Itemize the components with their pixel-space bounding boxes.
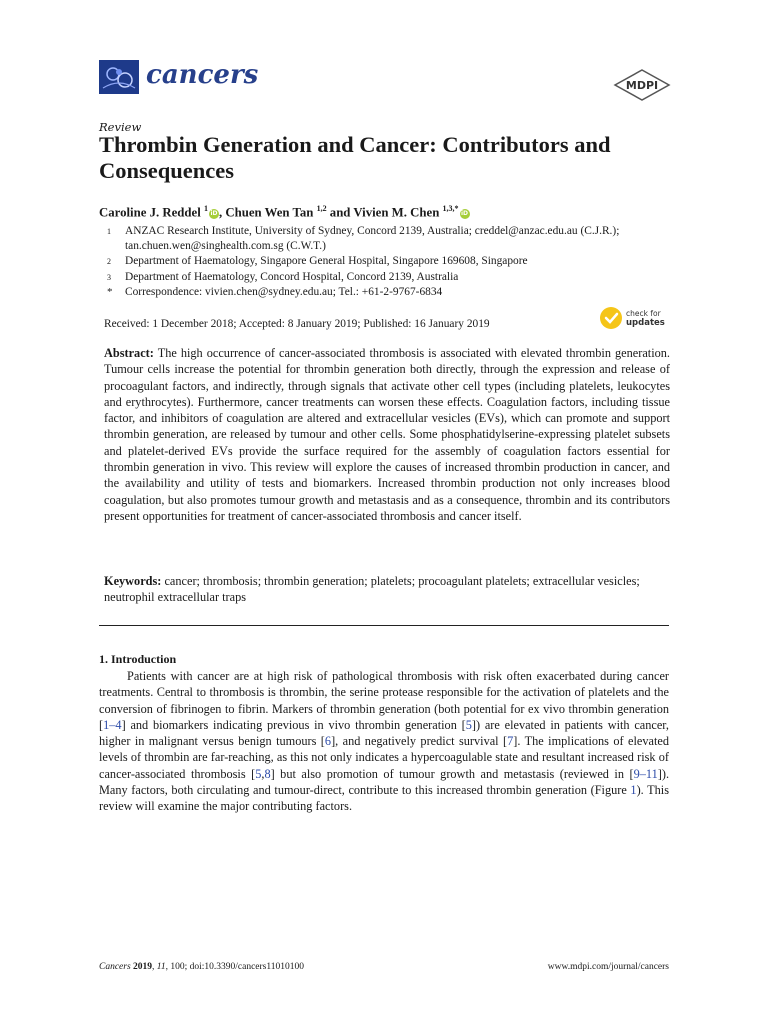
intro-segment: ). This review will examine the major contributing factors. xyxy=(99,783,669,814)
intro-segment: ]). Many factors, both circulating and tumour-direct, contribute to this increased thrombin generation (Figure xyxy=(99,766,670,798)
check-updates-icon xyxy=(600,307,622,329)
affiliation-row xyxy=(99,254,674,269)
citation-link[interactable]: 8 xyxy=(264,766,271,781)
figure-link[interactable]: 1 xyxy=(630,783,637,798)
mdpi-logo-text: MDPI xyxy=(625,79,659,92)
abstract-text: The high occurrence of cancer-associated thrombosis is associated with elevated thrombin generation. Tumour cells increase the potential for thrombin generation both directly, through the expression and release of procoagulant factors, and indirectly, through signals that activate other cell types (including platelets, leukocytes and erythrocytes). Furthermore, cancer treatments can worsen these effects. Coagulation factors, including tissue factor, and inhibitors of coagulation are altered and extracellular vesicles (EVs), which can promote and support thrombin generation, are released by tumour and other cells. Some phosphatidylserine-expressing platelet subsets and platelet-derived EVs provide the surface required for the assembly of coagulation factors essential for thrombin generation in vivo. This review will explore the causes of increased thrombin production in cancer, and the availability and utility of tests and biomarkers. Increased thrombin production not only increases blood coagulation, but also promotes tumour growth and metastasis and as a consequence, thrombin and its contributors present opportunities for treatment of cancer-associated thrombosis and cancer itself. xyxy=(104,346,670,523)
publication-dates: Received: 1 December 2018; Accepted: 8 January 2019; Published: 16 January 2019 xyxy=(104,318,490,330)
author-name[interactable]: Chuen Wen Tan xyxy=(225,205,314,220)
footer-journal-url[interactable]: www.mdpi.com/journal/cancers xyxy=(547,962,669,972)
check-for-updates-button[interactable] xyxy=(600,307,665,329)
citation-link[interactable]: 5 xyxy=(255,766,262,781)
affiliation-row xyxy=(99,224,674,254)
affiliation-number: 2 xyxy=(107,257,111,267)
intro-paragraph xyxy=(99,668,669,815)
author-name[interactable]: Caroline J. Reddel xyxy=(99,205,201,220)
citation-link[interactable]: 11 xyxy=(645,766,658,781)
footer-journal: Cancers xyxy=(99,962,131,972)
affiliation-number: * xyxy=(107,285,113,298)
affiliation-text: ANZAC Research Institute, University of Sydney, Concord 2139, Australia; creddel@anzac.edu.au (C.J.R.); tan.chuen.wen@singhealth.com.sg (C.W.T.) xyxy=(125,225,620,253)
abstract-label: Abstract: xyxy=(104,346,154,360)
intro-segment: ] but also promotion of tumour growth and metastasis (reviewed in [ xyxy=(270,766,634,781)
check-updates-line2: updates xyxy=(626,317,665,328)
intro-segment: ], and negatively predict survival [ xyxy=(331,734,508,749)
journal-name[interactable]: cancers xyxy=(146,60,259,90)
author-list xyxy=(99,204,470,220)
affiliations xyxy=(99,224,674,300)
intro-segment: Patients with cancer are at high risk of pathological thrombosis with risk often exacerbated during cancer treatments. Central to thrombosis is thrombin, the serine protease responsible for the activation of platelets and the conversion of fibrinogen to fibrin. Markers of thrombin generation (both potential for ex vivo thrombin generation [ xyxy=(99,669,669,732)
check-updates-line1: check for xyxy=(626,308,661,318)
section-heading: 1. Introduction xyxy=(99,652,177,666)
orcid-icon[interactable]: iD xyxy=(210,210,218,218)
citation-link[interactable]: 9 xyxy=(633,766,640,781)
abstract xyxy=(104,345,670,524)
citation-link[interactable]: 4 xyxy=(115,717,122,732)
author-affil-sup: 1,3,* xyxy=(442,204,459,213)
intro-segment: , xyxy=(261,766,265,781)
article-type: Review xyxy=(99,120,142,134)
orcid-icon[interactable]: iD xyxy=(460,210,469,218)
citation-link[interactable]: – xyxy=(109,717,116,732)
affiliation-number: 1 xyxy=(107,227,111,236)
citation-link[interactable]: 1 xyxy=(103,717,110,732)
journal-logo-icon xyxy=(99,60,139,94)
intro-segment: ] and biomarkers indicating previous in vivo thrombin generation [ xyxy=(121,717,466,732)
affiliation-text: Department of Haematology, Concord Hospital, Concord 2139, Australia xyxy=(125,270,459,283)
citation-link[interactable]: 7 xyxy=(507,734,514,749)
affiliation-text: Department of Haematology, Singapore General Hospital, Singapore 169608, Singapore xyxy=(125,255,528,268)
citation-link[interactable]: 5 xyxy=(465,717,472,732)
citation-link[interactable]: 6 xyxy=(324,734,332,749)
citation-link[interactable]: – xyxy=(639,766,646,781)
affiliation-row xyxy=(99,285,674,300)
footer-doi[interactable]: , 100; doi:10.3390/cancers11010100 xyxy=(165,962,305,972)
author-joiner: and xyxy=(326,205,354,220)
footer-year: 2019 xyxy=(133,962,153,972)
affiliation-row xyxy=(99,270,674,285)
footer-citation: Cancers 2019, 11, 100; doi:10.3390/cancers11010100 xyxy=(99,962,305,972)
section-divider xyxy=(99,625,669,626)
author-affil-sup: 1 xyxy=(204,204,208,213)
author-affil-sup: 1,2 xyxy=(316,204,327,213)
intro-segment: ]. The implications of elevated levels of thrombin are far-reaching, as this not only indicates a hypercoagulable state and resultant increased risk of cancer-associated thrombosis [ xyxy=(99,734,669,781)
affiliation-number: 3 xyxy=(107,272,111,282)
keywords-label: Keywords: xyxy=(104,574,162,588)
keywords-text: cancer; thrombosis; thrombin generation; platelets; procoagulant platelets; extracellular vesicles; neutrophil extracellular traps xyxy=(104,574,640,605)
author-joiner: , xyxy=(219,205,226,220)
author-name[interactable]: Vivien M. Chen xyxy=(353,205,440,220)
mdpi-logo[interactable] xyxy=(612,68,672,102)
footer-volume: 11 xyxy=(156,962,166,972)
intro-segment: ]) are elevated in patients with cancer, higher in malignant versus benign tumours [ xyxy=(99,717,669,749)
correspondence-text: Correspondence: vivien.chen@sydney.edu.au; Tel.: +61-2-9767-6834 xyxy=(125,285,443,298)
article-title: Thrombin Generation and Cancer: Contributors and Consequences xyxy=(99,132,611,183)
check-updates-label xyxy=(626,309,665,328)
keywords xyxy=(104,573,670,606)
